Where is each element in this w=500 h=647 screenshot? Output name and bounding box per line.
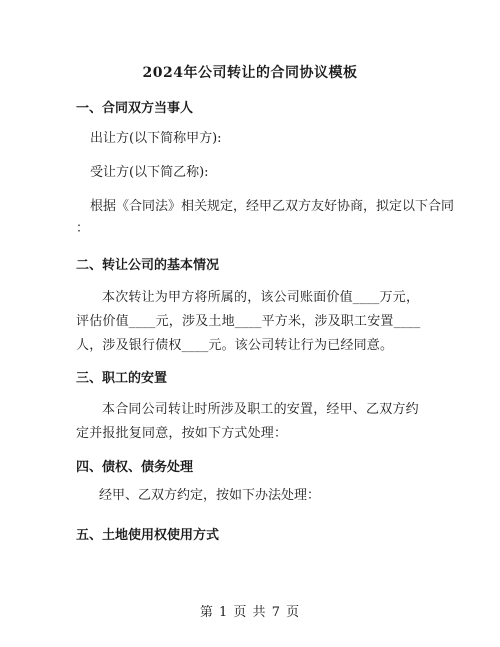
staff-paragraph: 本合同公司转让时所涉及职工的安置，经甲、乙双方约定并报批复同意，按如下方式处理： xyxy=(76,402,419,441)
transferee-line: 受让方(以下简乙称): xyxy=(90,165,209,180)
transferor-line: 出让方(以下简称甲方): xyxy=(90,131,222,146)
contract-basis-continuation: ： xyxy=(76,221,90,236)
page-footer: 第 1 页 共 7 页 xyxy=(199,605,301,620)
document-title: 2024年公司转让的合同协议模板 xyxy=(142,65,358,81)
debts-paragraph: 经甲、乙双方约定，按如下办法处理： xyxy=(99,488,321,503)
section-heading-company-info: 二、转让公司的基本情况 xyxy=(76,258,220,273)
section-heading-debts: 四、债权、债务处理 xyxy=(76,460,194,475)
section-heading-land-use: 五、土地使用权使用方式 xyxy=(76,528,220,543)
section-heading-staff: 三、职工的安置 xyxy=(76,371,168,386)
section-heading-parties: 一、合同双方当事人 xyxy=(76,101,194,116)
contract-basis-line: 根据《合同法》相关规定，经甲乙双方友好协商，拟定以下合同 xyxy=(90,199,455,214)
company-info-paragraph: 本次转让为甲方将所属的，该公司账面价值____万元，评估价值____元，涉及土地____平方米，涉及职工安置____人，涉及银行债权____元。该公司转让行为已经同意。 xyxy=(76,290,421,353)
